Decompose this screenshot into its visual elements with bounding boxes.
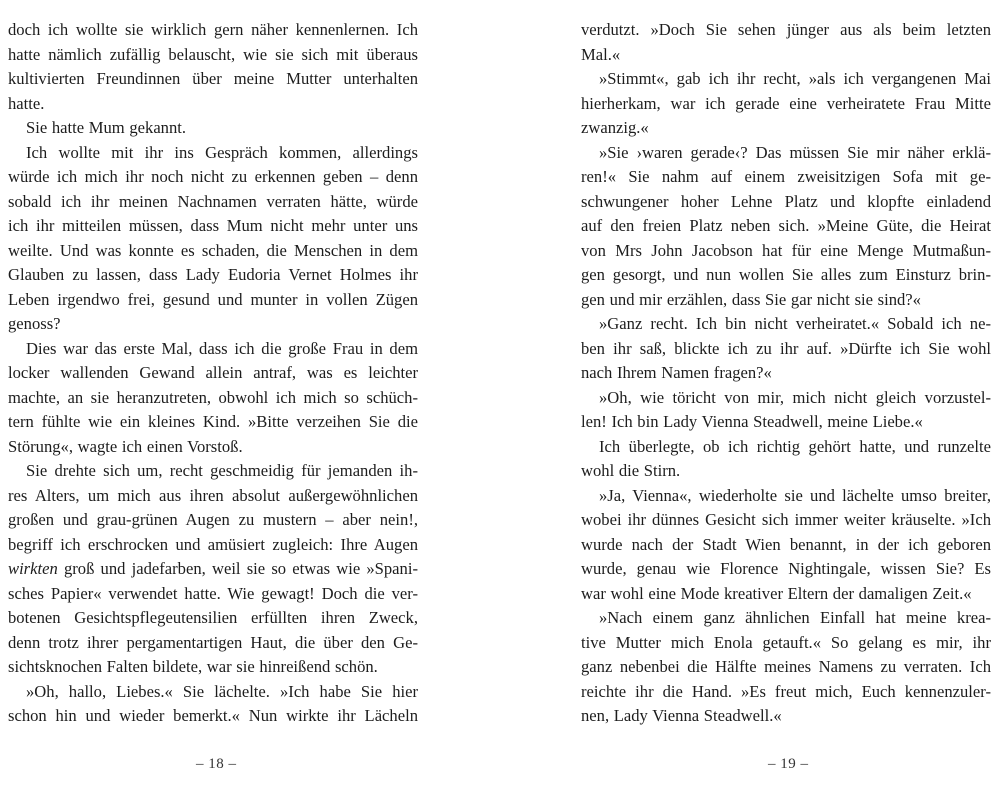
text-line: sobald ich ihr meinen Nachnamen verraten hätte, würde (8, 191, 418, 211)
text-line: Glauben zu lassen, dass Lady Eudoria Vernet Holmes ihr (8, 265, 418, 284)
text-line: Störung«, wagte ich einen Vorstoß. (8, 436, 243, 456)
text-line: »Stimmt«, gab ich ihr recht, »als ich vergangenen Mai (599, 69, 991, 88)
text-line: machte, an sie heranzutreten, obwohl ich mich so schüch- (8, 387, 418, 407)
text-line: wurde nach der Stadt Wien benannt, in der ich geboren (581, 534, 991, 554)
text-line: wohl die Stirn. (581, 461, 681, 480)
left-page (8, 18, 418, 729)
text-line: gen gesorgt, und nun wollen Sie alles zum Einsturz brin- (581, 265, 991, 284)
text-line: hierherkam, war ich gerade eine verheiratete Frau Mitte (581, 93, 991, 113)
text-line: wobei ihr dünnes Gesicht sich immer weiter kräuselte. »Ich (581, 510, 991, 529)
text-line: war wohl eine Mode kreativer Eltern der damaligen Zeit.« (581, 583, 972, 603)
text-line: begriff ich erschrocken und amüsiert zugleich: Ihre Augen (8, 534, 418, 554)
text-line: Dies war das erste Mal, dass ich die große Frau in dem (26, 338, 418, 358)
text-line: nach Ihrem Namen fragen?« (581, 363, 772, 382)
text-line: denn trotz ihrer pergamentartigen Haut, die über den Ge- (8, 632, 418, 652)
text-line: »Nach einem ganz ähnlichen Einfall hat meine krea- (599, 608, 991, 627)
text-line: ganz nebenbei die Hälfte meines Namens zu verraten. Ich (581, 657, 991, 676)
text-line: gen und mir erzählen, dass Sie gar nicht sie sind?« (581, 289, 921, 309)
text-line: sichtsknochen Falten bildete, war sie hinreißend schön. (8, 657, 378, 676)
text-line: »Ganz recht. Ich bin nicht verheiratet.« Sobald ich ne- (599, 314, 991, 333)
text-line: von Mrs John Jacobson hat für eine Menge Mutmaßun- (581, 240, 991, 260)
text-line: Mal.« (581, 44, 621, 64)
text-line: »Oh, hallo, Liebes.« Sie lächelte. »Ich habe Sie hier (26, 681, 418, 701)
text-line: »Sie ›waren gerade‹? Das müssen Sie mir näher erklä- (599, 142, 991, 162)
text-line: wurde, genau wie Florence Nightingale, wissen Sie? Es (581, 559, 991, 578)
text-line: »Ja, Vienna«, wiederholte sie und lächelte umso breiter, (599, 485, 991, 505)
text-line: botenen Gesichtspflegeutensilien erfüllten ihren Zweck, (8, 608, 418, 627)
text-line: zwanzig.« (581, 118, 649, 137)
text-line: reichte ihr die Hand. »Es freut mich, Euch kennenzuler- (581, 681, 991, 701)
text-line: ren!« Sie nahm auf einem zweisitzigen Sofa mit ge- (581, 167, 991, 186)
page-number-right: – 19 – (768, 756, 809, 772)
text-line: schwungener hoher Lehne Platz und klopfte einladend (581, 191, 991, 211)
emphasis-word: wirkten (8, 559, 58, 578)
text-line: weilte. Und was konnte es schaden, die Menschen in dem (8, 240, 418, 260)
page-number-left: – 18 – (196, 756, 237, 772)
text-line: nen, Lady Vienna Steadwell.« (581, 706, 782, 725)
text-line: Ich wollte mit ihr ins Gespräch kommen, allerdings (26, 142, 418, 162)
text-line: großen und grau-grünen Augen zu mustern – aber nein!, (8, 510, 418, 529)
right-page (581, 18, 991, 729)
text-line: len! Ich bin Lady Vienna Steadwell, meine Liebe.« (581, 412, 923, 431)
text-line: ben ihr saß, blickte ich zu ihr auf. »Dürfte ich Sie wohl (581, 338, 991, 358)
text-line: tern fühlte wie ein kleines Kind. »Bitte verzeihen Sie die (8, 412, 418, 431)
text-line: Sie hatte Mum gekannt. (26, 118, 187, 137)
text-line: genoss? (8, 314, 61, 333)
text-line: schon hin und wieder bemerkt.« Nun wirkte ihr Lächeln (8, 706, 418, 725)
text-line: hatte nämlich zufällig belauscht, wie sie sich mit überaus (8, 44, 418, 64)
text-line: tive Mutter mich Enola getauft.« So gelang es mir, ihr (581, 632, 991, 652)
text-line: wirkten groß und jadefarben, weil sie so etwas wie »Spani- (8, 559, 418, 578)
text-line: locker wallenden Gewand allein antraf, was es leichter (8, 363, 418, 382)
text-line: doch ich wollte sie wirklich gern näher kennenlernen. Ich (8, 20, 418, 39)
text-line: kultivierten Freundinnen über meine Mutter unterhalten (8, 69, 418, 88)
text-line: auf den freien Platz neben sich. »Meine Güte, die Heirat (581, 216, 991, 235)
text-line: hatte. (8, 93, 45, 113)
text-line: Sie drehte sich um, recht geschmeidig für jemanden ih- (26, 461, 418, 480)
text-line: verdutzt. »Doch Sie sehen jünger aus als beim letzten (581, 20, 991, 39)
text-line: Leben irgendwo frei, gesund und munter in vollen Zügen (8, 289, 418, 309)
text-line: sches Papier« verwendet hatte. Wie gewagt! Doch die ver- (8, 583, 418, 603)
text-line: würde ich mich ihr noch nicht zu erkennen geben – denn (8, 167, 418, 186)
text-line: Ich überlegte, ob ich richtig gehört hatte, und runzelte (599, 436, 991, 456)
text-line: ich ihr mitteilen müssen, dass Mum nicht mehr unter uns (8, 216, 418, 235)
text-line: »Oh, wie töricht von mir, mich nicht gleich vorzustel- (599, 387, 991, 407)
text-line: res Alters, um mich aus ihren absolut außergewöhnlichen (8, 485, 418, 505)
